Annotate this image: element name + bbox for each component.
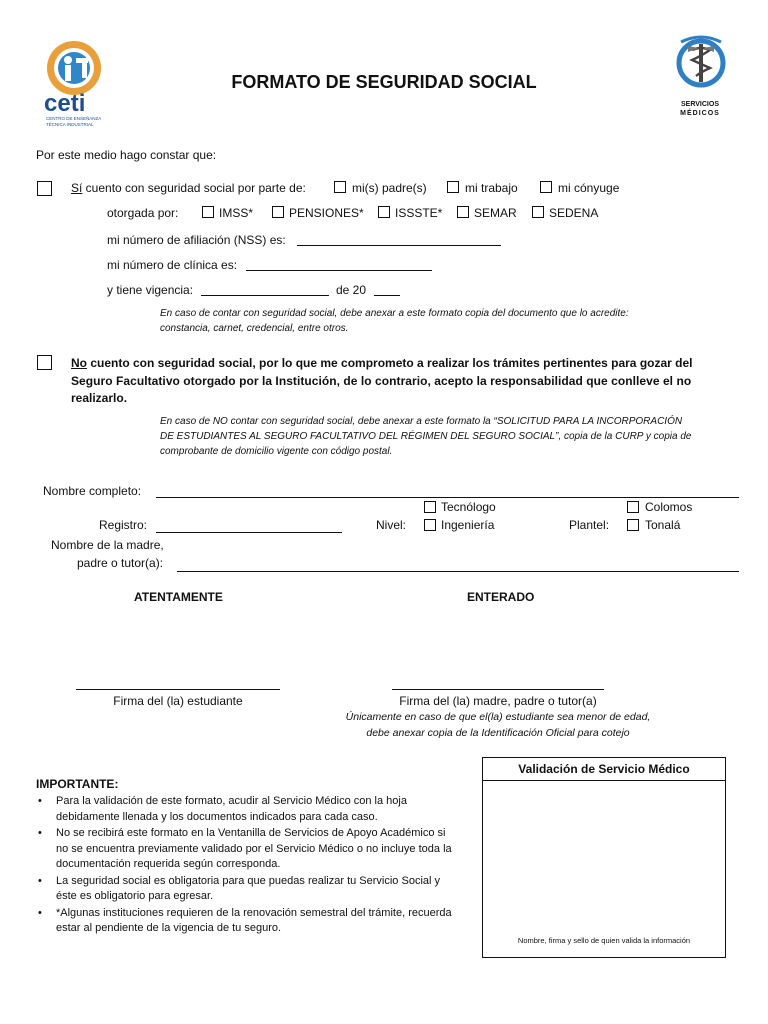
importante-list xyxy=(34,794,454,938)
vigencia-year-label: de 20 xyxy=(336,283,367,297)
vigencia-label: y tiene vigencia: xyxy=(107,283,194,297)
clinica-field[interactable] xyxy=(246,270,432,271)
trabajo-label: mi trabajo xyxy=(465,181,518,195)
importante-item-4: • *Algunas instituciones requieren de la renovación semestral del trámite, recuerda estar al pendiente de la vigencia de tu seguro. xyxy=(34,906,454,937)
ceti-logo-subtitle-2: TÉCNICA INDUSTRIAL xyxy=(46,122,94,127)
imss-checkbox[interactable] xyxy=(202,206,214,218)
validacion-header xyxy=(483,758,725,781)
tutor-note-1: Únicamente en caso de que el(la) estudiante sea menor de edad, xyxy=(345,711,651,723)
si-lead: Sí xyxy=(71,181,83,195)
tonala-checkbox[interactable] xyxy=(627,519,639,531)
registro-field[interactable] xyxy=(156,532,342,533)
tecnologo-checkbox[interactable] xyxy=(424,501,436,513)
si-text: cuento con seguridad social por parte de: xyxy=(82,181,306,195)
no-note-line3: comprobante de domicilio vigente con código postal. xyxy=(160,446,393,457)
semar-checkbox[interactable] xyxy=(457,206,469,218)
validacion-title: Validación de Servicio Médico xyxy=(518,762,690,776)
sedena-checkbox[interactable] xyxy=(532,206,544,218)
no-text-1: cuento con seguridad social, por lo que me comprometo a realizar los trámites pertinentes para gozar del xyxy=(87,356,693,370)
tecnologo-label: Tecnólogo xyxy=(441,500,496,514)
caduceus-emblem-icon xyxy=(668,30,738,100)
servicios-medicos-logo xyxy=(668,30,738,122)
colomos-checkbox[interactable] xyxy=(627,501,639,513)
padres-checkbox[interactable] xyxy=(334,181,346,193)
firma-estudiante-label: Firma del (la) estudiante xyxy=(113,694,243,708)
validacion-area[interactable] xyxy=(483,781,725,936)
validacion-box xyxy=(482,757,726,958)
nombre-field[interactable] xyxy=(156,497,739,498)
si-note-line1: En caso de contar con seguridad social, debe anexar a este formato copia del documento que lo acredite: xyxy=(160,308,629,319)
intro-text: Por este medio hago constar que: xyxy=(36,148,217,162)
page-title: FORMATO DE SEGURIDAD SOCIAL xyxy=(231,72,537,92)
servicios-logo-line1: SERVICIOS xyxy=(681,101,719,108)
importante-title: IMPORTANTE: xyxy=(36,777,119,791)
tonala-label: Tonalá xyxy=(645,518,681,532)
nombre-label: Nombre completo: xyxy=(43,484,142,498)
colomos-label: Colomos xyxy=(645,500,693,514)
plantel-label: Plantel: xyxy=(569,518,610,532)
no-line3: realizarlo. xyxy=(71,391,128,405)
conyuge-checkbox[interactable] xyxy=(540,181,552,193)
firma-tutor-label: Firma del (la) madre, padre o tutor(a) xyxy=(399,694,597,708)
padres-label: mi(s) padre(s) xyxy=(352,181,427,195)
si-statement xyxy=(71,181,306,195)
nivel-label: Nivel: xyxy=(376,518,407,532)
no-note-line1: En caso de NO contar con seguridad social, debe anexar a este formato la “SOLICITUD PARA LA INCORPORACIÓN xyxy=(160,416,683,427)
madre-label-1: Nombre de la madre, xyxy=(51,538,164,552)
trabajo-checkbox[interactable] xyxy=(447,181,459,193)
imss-label: IMSS* xyxy=(219,206,254,220)
ingenieria-label: Ingeniería xyxy=(441,518,495,532)
ceti-logo-name: ceti xyxy=(44,90,86,117)
si-checkbox[interactable] xyxy=(37,181,52,196)
servicios-logo-line2: MÉDICOS xyxy=(680,110,720,117)
nss-label: mi número de afiliación (NSS) es: xyxy=(107,233,286,247)
vigencia-field[interactable] xyxy=(201,295,329,296)
ingenieria-checkbox[interactable] xyxy=(424,519,436,531)
vigencia-year-field[interactable] xyxy=(374,295,400,296)
validacion-footer: Nombre, firma y sello de quien valida la información xyxy=(517,936,691,945)
pensiones-checkbox[interactable] xyxy=(272,206,284,218)
sedena-label: SEDENA xyxy=(549,206,599,220)
otorgada-label: otorgada por: xyxy=(107,206,179,220)
registro-label: Registro: xyxy=(99,518,148,532)
clinica-label: mi número de clínica es: xyxy=(107,258,238,272)
no-line1 xyxy=(71,356,693,370)
si-note-line2: constancia, carnet, credencial, entre otros. xyxy=(160,323,349,334)
pensiones-label: PENSIONES* xyxy=(289,206,364,220)
no-checkbox[interactable] xyxy=(37,355,52,370)
no-lead: No xyxy=(71,356,87,370)
ceti-logo-subtitle-1: CENTRO DE ENSEÑANZA xyxy=(46,116,102,121)
importante-item-1: • Para la validación de este formato, acudir al Servicio Médico con la hoja debidamente llenada y los documentos indicados para cada caso. xyxy=(34,794,454,825)
semar-label: SEMAR xyxy=(474,206,517,220)
firma-tutor-line[interactable] xyxy=(392,689,604,690)
conyuge-label: mi cónyuge xyxy=(558,181,620,195)
madre-label-2: padre o tutor(a): xyxy=(77,556,164,570)
no-line2: Seguro Facultativo otorgado por la Institución, de lo contrario, acepto la responsabilidad que conlleve el no xyxy=(71,374,692,388)
no-note-line2: DE ESTUDIANTES AL SEGURO FACULTATIVO DEL RÉGIMEN DEL SEGURO SOCIAL”, copia de la CURP y copia de xyxy=(160,431,692,442)
madre-field[interactable] xyxy=(177,571,739,572)
importante-item-3: • La seguridad social es obligatoria para que puedas realizar tu Servicio Social y éste es obligatorio para egresar. xyxy=(34,874,454,905)
atentamente-label: ATENTAMENTE xyxy=(134,590,223,604)
enterado-label: ENTERADO xyxy=(467,590,535,604)
issste-checkbox[interactable] xyxy=(378,206,390,218)
issste-label: ISSSTE* xyxy=(395,206,443,220)
firma-estudiante-line[interactable] xyxy=(76,689,280,690)
tutor-note-2: debe anexar copia de la Identificación Oficial para cotejo xyxy=(366,727,630,739)
nss-field[interactable] xyxy=(297,245,501,246)
importante-item-2: • No se recibirá este formato en la Ventanilla de Servicios de Apoyo Académico si no se encuentra previamente validado por el Servicio Médico o no incluye toda la documentación requerida según corresponda. xyxy=(34,826,454,873)
